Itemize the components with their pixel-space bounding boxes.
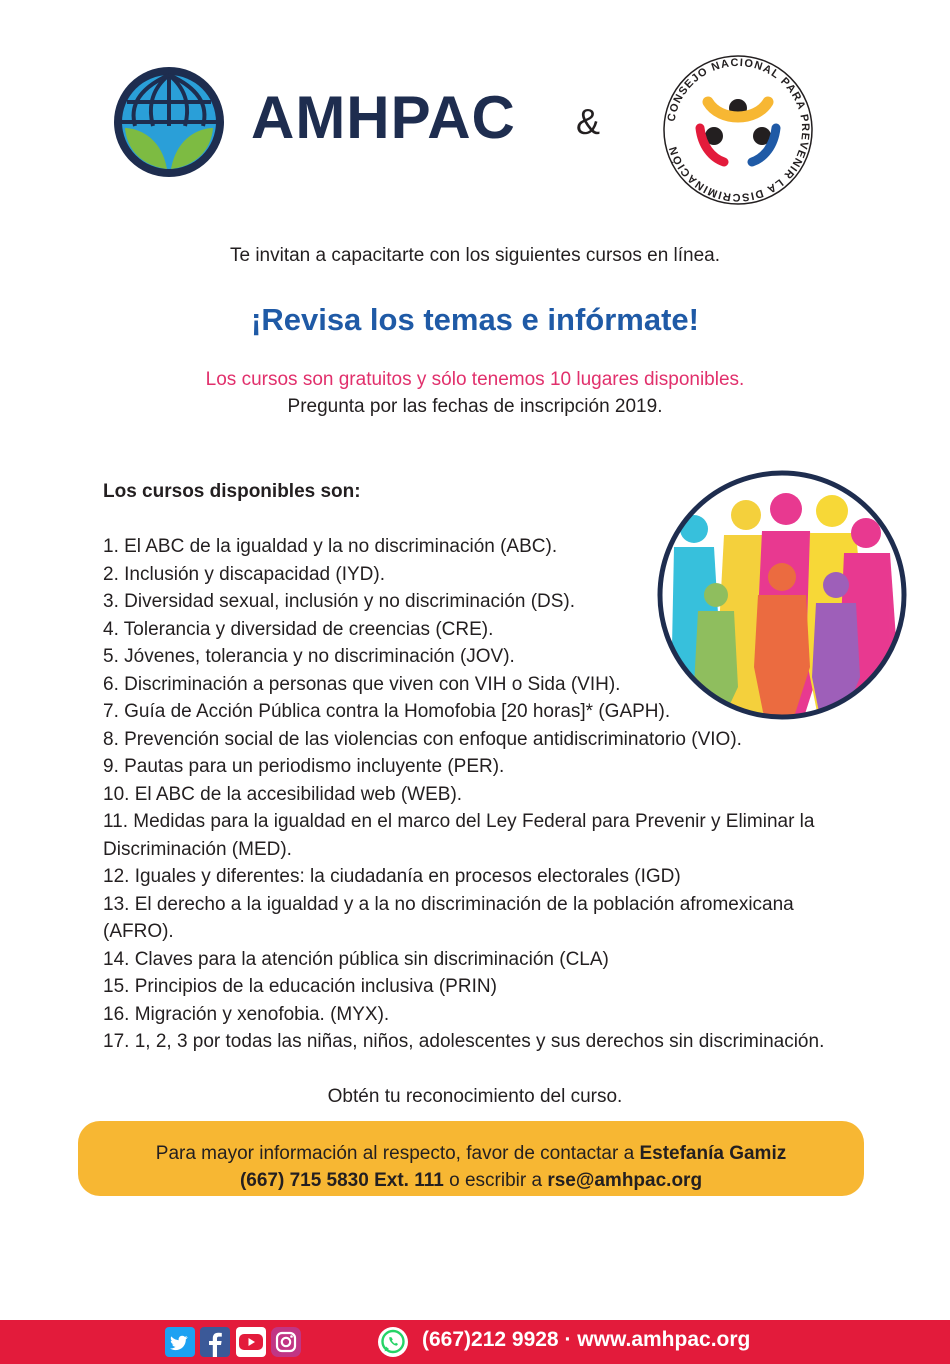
- list-item: 14. Claves para la atención pública sin discriminación (CLA): [103, 948, 609, 970]
- registration-dates-note: Pregunta por las fechas de inscripción 2019.: [287, 396, 663, 417]
- instagram-icon[interactable]: [271, 1327, 301, 1357]
- footer-bar: [0, 1320, 950, 1364]
- brand-name: AMHPAC: [251, 84, 516, 151]
- list-item: 2. Inclusión y discapacidad (IYD).: [103, 563, 385, 585]
- footer-contact-text: (667)212 9928 · www.amhpac.org: [422, 1328, 751, 1351]
- amhpac-logo: [113, 66, 225, 178]
- contact-or-write: o escribir a: [443, 1170, 548, 1191]
- conapred-logo: [658, 50, 818, 210]
- whatsapp-icon[interactable]: [377, 1326, 409, 1358]
- ampersand: &: [576, 101, 601, 142]
- list-item: 5. Jóvenes, tolerancia y no discriminación (JOV).: [103, 646, 515, 667]
- youtube-icon[interactable]: [236, 1327, 266, 1357]
- contact-line-2: [78, 1167, 864, 1194]
- list-item: 3. Diversidad sexual, inclusión y no discriminación (DS).: [103, 591, 576, 612]
- list-item: 8. Prevención social de las violencias con enfoque antidiscriminatorio (VIO).: [103, 728, 742, 750]
- list-item: 9. Pautas para un periodismo incluyente (PER).: [103, 756, 505, 777]
- contact-name: Estefanía Gamiz: [639, 1143, 787, 1164]
- contact-line-1: [78, 1140, 864, 1167]
- list-item: 13. El derecho a la igualdad y a la no discriminación de la población afromexicana: [103, 893, 794, 915]
- list-item: 1. El ABC de la igualdad y la no discriminación (ABC).: [103, 536, 558, 557]
- list-item: 7. Guía de Acción Pública contra la Homofobia [20 horas]* (GAPH).: [103, 701, 671, 722]
- list-item: 17. 1, 2, 3 por todas las niñas, niños, adolescentes y sus derechos sin discriminación.: [103, 1031, 825, 1052]
- list-item: 12. Iguales y diferentes: la ciudadanía en procesos electorales (IGD): [103, 866, 681, 887]
- list-item: 4. Tolerancia y diversidad de creencias (CRE).: [103, 618, 494, 640]
- list-item: 6. Discriminación a personas que viven con VIH o Sida (VIH).: [103, 673, 621, 695]
- conapred-ring-text: CONSEJO NACIONAL PARA PREVENIR LA DISCRIMINACIÓN: [665, 56, 812, 204]
- facebook-icon[interactable]: [200, 1327, 230, 1357]
- list-item: 10. El ABC de la accesibilidad web (WEB).: [103, 783, 463, 805]
- certificate-note: Obtén tu reconocimiento del curso.: [327, 1086, 623, 1107]
- intro-text: Te invitan a capacitarte con los siguientes cursos en línea.: [229, 245, 721, 266]
- list-item: Discriminación (MED).: [103, 838, 292, 860]
- headline: ¡Revisa los temas e infórmate!: [251, 302, 699, 337]
- contact-box: [78, 1121, 864, 1196]
- list-item: 15. Principios de la educación inclusiva (PRIN): [103, 976, 497, 997]
- list-item: 11. Medidas para la igualdad en el marco del Ley Federal para Prevenir y Eliminar la: [103, 811, 815, 832]
- list-item: (AFRO).: [103, 921, 174, 942]
- twitter-icon[interactable]: [165, 1327, 195, 1357]
- list-item: 16. Migración y xenofobia. (MYX).: [103, 1003, 390, 1025]
- people-illustration: [654, 467, 910, 723]
- free-seats-note: Los cursos son gratuitos y sólo tenemos 10 lugares disponibles.: [205, 369, 745, 390]
- contact-email[interactable]: rse@amhpac.org: [547, 1170, 703, 1191]
- contact-phone: (667) 715 5830 Ext. 111: [239, 1170, 444, 1191]
- contact-prefix: Para mayor información al respecto, favor de contactar a: [155, 1143, 640, 1164]
- courses-title: Los cursos disponibles son:: [103, 481, 361, 502]
